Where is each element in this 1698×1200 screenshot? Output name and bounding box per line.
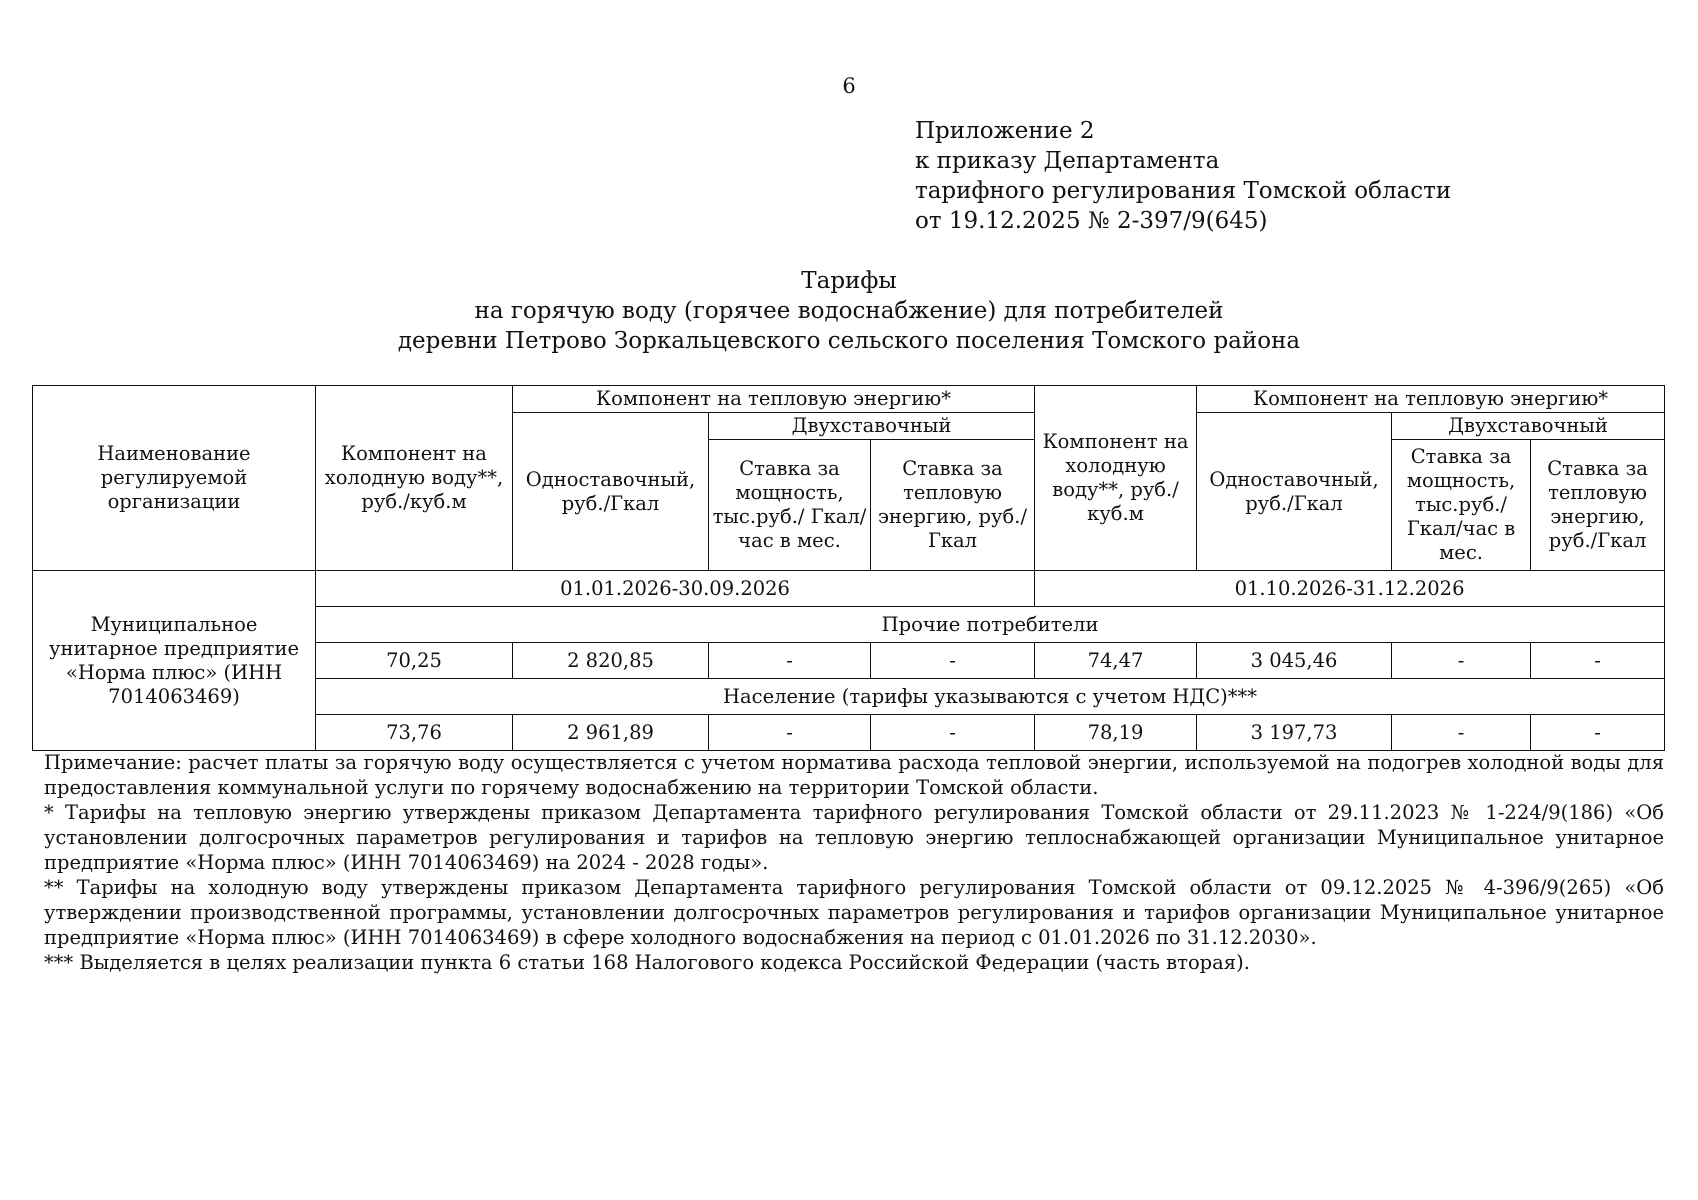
header-cold-water-2: Компонент на холодную воду**, руб./куб.м <box>1035 386 1197 571</box>
header-two-rate-1: Двухставочный <box>709 413 1035 440</box>
note-vat: *** Выделяется в целях реализации пункта 6 статьи 168 Налогового кодекса Российской Федерации (часть вторая). <box>44 951 1250 974</box>
header-capacity-rate-2: Ставка за мощность, тыс.руб./ Гкал/час в мес. <box>1392 440 1531 571</box>
organization-name: Муниципальное унитарное предприятие «Норма плюс» (ИНН 7014063469) <box>33 571 316 751</box>
header-single-rate-1: Одноставочный, руб./Гкал <box>513 413 709 571</box>
note-general: Примечание: расчет платы за горячую воду осуществляется с учетом норматива расхода тепловой энергии, используемой на подогрев холодной воды для предоставления коммунальной услуги по горячему водоснабжению на территории Томской области. <box>44 751 1664 799</box>
value-cell: - <box>871 643 1035 679</box>
notes-section <box>44 750 1664 975</box>
title-line-1: Тарифы <box>801 268 897 294</box>
category-population: Население (тарифы указываются с учетом НДС)*** <box>316 679 1665 715</box>
header-single-rate-2: Одноставочный, руб./Гкал <box>1197 413 1392 571</box>
appendix-line-2: к приказу Департамента <box>915 148 1220 174</box>
header-cold-water-1: Компонент на холодную воду**, руб./куб.м <box>316 386 513 571</box>
header-energy-rate-2: Ставка за тепловую энергию, руб./Гкал <box>1531 440 1665 571</box>
header-row-1 <box>33 386 1665 413</box>
period-1: 01.01.2026-30.09.2026 <box>316 571 1035 607</box>
note-heat-energy: * Тарифы на тепловую энергию утверждены приказом Департамента тарифного регулирования Томской области от 29.11.2023 № 1-224/9(186) «Об установлении долгосрочных параметров регулирования и тарифов на тепловую энергию теплоснабжающей организации Муниципальное унитарное предприятие «Норма плюс» (ИНН 7014063469) на 2024 - 2028 годы». <box>44 801 1664 874</box>
appendix-line-3: тарифного регулирования Томской области <box>915 178 1452 204</box>
header-two-rate-2: Двухставочный <box>1392 413 1665 440</box>
value-cell: - <box>709 643 871 679</box>
header-heat-component-2: Компонент на тепловую энергию* <box>1197 386 1665 413</box>
title-line-2: на горячую воду (горячее водоснабжение) для потребителей <box>474 298 1224 324</box>
tariffs-table <box>32 385 1665 751</box>
value-cell: 78,19 <box>1035 715 1197 751</box>
value-cell: 74,47 <box>1035 643 1197 679</box>
appendix-line-4: от 19.12.2025 № 2-397/9(645) <box>915 208 1268 234</box>
value-cell: 73,76 <box>316 715 513 751</box>
header-heat-component-1: Компонент на тепловую энергию* <box>513 386 1035 413</box>
appendix-line-1: Приложение 2 <box>915 118 1095 144</box>
appendix-header <box>915 116 1451 236</box>
value-cell: 3 197,73 <box>1197 715 1392 751</box>
value-cell: - <box>1531 643 1665 679</box>
note-cold-water: ** Тарифы на холодную воду утверждены приказом Департамента тарифного регулирования Томской области от 09.12.2025 № 4-396/9(265) «Об утверждении производственной программы, установлении долгосрочных параметров регулирования и тарифов организации Муниципальное унитарное предприятие «Норма плюс» (ИНН 7014063469) в сфере холодного водоснабжения на период с 01.01.2026 по 31.12.2030». <box>44 876 1664 949</box>
category-other-consumers: Прочие потребители <box>316 607 1665 643</box>
period-row <box>33 571 1665 607</box>
period-2: 01.10.2026-31.12.2026 <box>1035 571 1665 607</box>
page-number: 6 <box>842 74 856 98</box>
value-cell: 2 820,85 <box>513 643 709 679</box>
value-cell: - <box>709 715 871 751</box>
value-cell: 3 045,46 <box>1197 643 1392 679</box>
value-cell: - <box>1392 715 1531 751</box>
header-org-name: Наименование регулируемой организации <box>33 386 316 571</box>
value-cell: - <box>1392 643 1531 679</box>
document-title <box>0 266 1698 356</box>
title-line-3: деревни Петрово Зоркальцевского сельского поселения Томского района <box>397 328 1301 354</box>
header-capacity-rate-1: Ставка за мощность, тыс.руб./ Гкал/час в мес. <box>709 440 871 571</box>
value-cell: 2 961,89 <box>513 715 709 751</box>
value-cell: - <box>871 715 1035 751</box>
value-cell: 70,25 <box>316 643 513 679</box>
header-energy-rate-1: Ставка за тепловую энергию, руб./Гкал <box>871 440 1035 571</box>
value-cell: - <box>1531 715 1665 751</box>
